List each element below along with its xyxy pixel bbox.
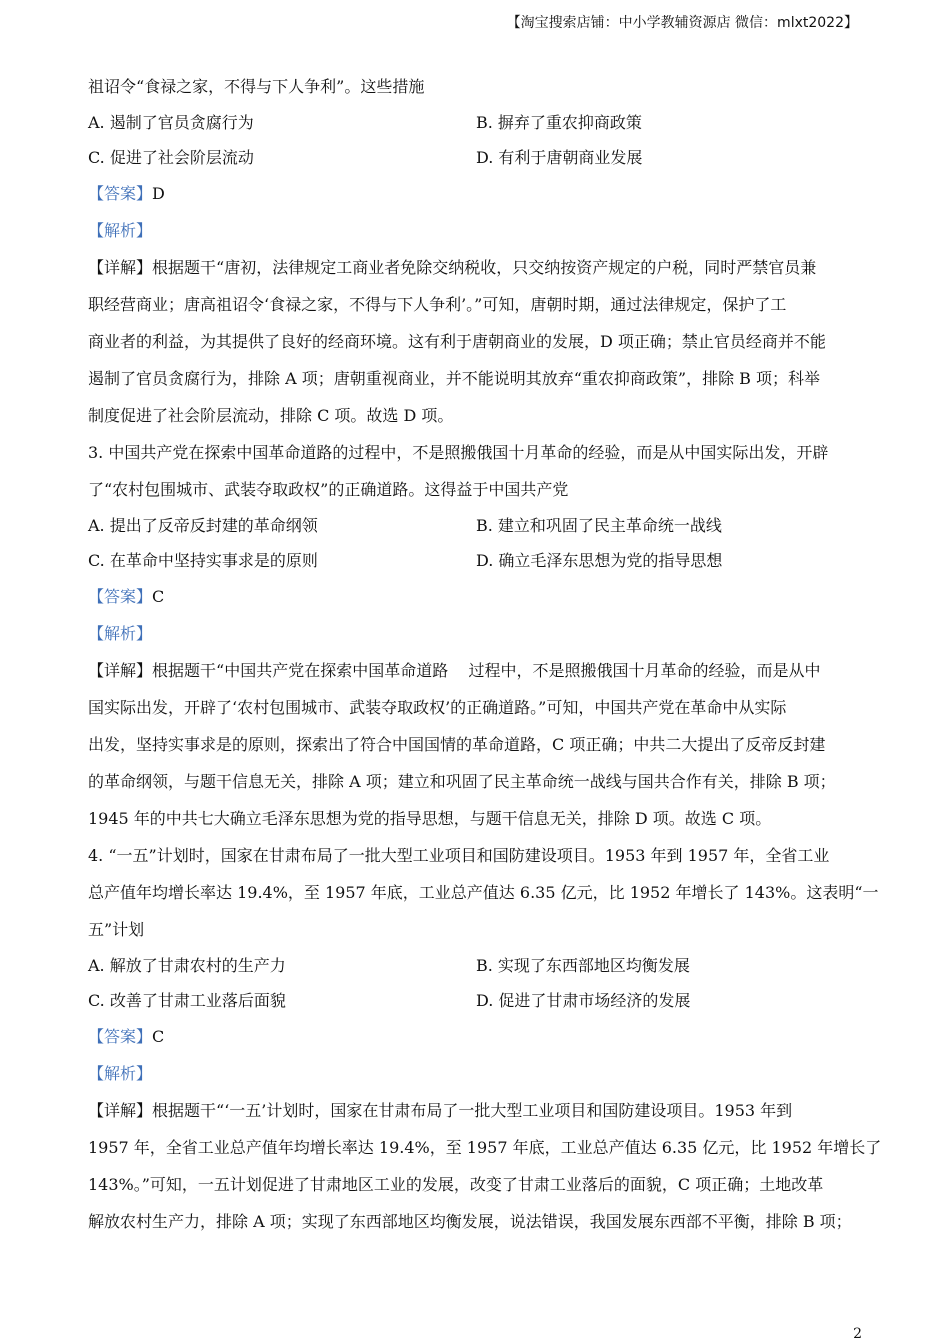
detail-text: 根据题干“唐初，法律规定工商业者免除交纳税收，只交纳按资产规定的户税，同时严禁官员兼 bbox=[152, 258, 817, 277]
answer-value: C bbox=[152, 1027, 165, 1046]
answer-value: D bbox=[152, 184, 165, 203]
answer-label: 【答案】 bbox=[88, 587, 153, 606]
q2-option-a: A. 遏制了官员贪腐行为 bbox=[88, 113, 254, 132]
analysis-label: 【解析】 bbox=[88, 624, 153, 643]
q3-option-b: B. 建立和巩固了民主革命统一战线 bbox=[476, 516, 722, 535]
q2-answer bbox=[88, 175, 868, 212]
analysis-label: 【解析】 bbox=[88, 1064, 153, 1083]
q3-detail-line: 1945 年的中共七大确立毛泽东思想为党的指导思想，与题干信息无关，排除 D 项。故选 C 项。 bbox=[88, 809, 772, 828]
q4-options-row bbox=[88, 983, 868, 1018]
q3-options-row bbox=[88, 508, 868, 543]
q2-stem-line: 祖诏令“食禄之家，不得与下人争利”。这些措施 bbox=[88, 77, 425, 96]
q4-detail-line: 解放农村生产力，排除 A 项；实现了东西部地区均衡发展，说法错误，我国发展东西部不平衡，排除 B 项； bbox=[88, 1212, 852, 1231]
q2-option-b: B. 摒弃了重农抑商政策 bbox=[476, 113, 642, 132]
q3-detail-line: 的革命纲领，与题干信息无关，排除 A 项；建立和巩固了民主革命统一战线与国共合作有关，排除 B 项； bbox=[88, 772, 836, 791]
q4-stem-line: 五”计划 bbox=[88, 920, 145, 939]
detail-label: 【详解】 bbox=[88, 1101, 153, 1120]
q2-option-c: C. 促进了社会阶层流动 bbox=[88, 148, 254, 167]
answer-value: C bbox=[152, 587, 165, 606]
q3-option-a: A. 提出了反帝反封建的革命纲领 bbox=[88, 516, 318, 535]
answer-label: 【答案】 bbox=[88, 184, 153, 203]
page-number: 2 bbox=[853, 1326, 862, 1342]
q2-option-d: D. 有利于唐朝商业发展 bbox=[476, 148, 643, 167]
q3-detail-line bbox=[88, 652, 868, 689]
detail-text: 根据题干“‘一五’计划时，国家在甘肃布局了一批大型工业项目和国防建设项目。1953 年到 bbox=[152, 1101, 793, 1120]
page-header: 【淘宝搜索店铺：中小学教辅资源店 微信：mlxt2022】 bbox=[506, 15, 858, 31]
q4-options-row bbox=[88, 948, 868, 983]
q4-stem-line: 总产值年均增长率达 19.4%，至 1957 年底，工业总产值达 6.35 亿元，比 1952 年增长了 143%。这表明“一 bbox=[88, 883, 879, 902]
q3-options-row bbox=[88, 543, 868, 578]
answer-label: 【答案】 bbox=[88, 1027, 153, 1046]
q3-option-d: D. 确立毛泽东思想为党的指导思想 bbox=[476, 551, 723, 570]
q2-options-row bbox=[88, 140, 868, 175]
q3-detail-line: 出发，坚持实事求是的原则，探索出了符合中国国情的革命道路，C 项正确；中共二大提出了反帝反封建 bbox=[88, 735, 826, 754]
q4-option-c: C. 改善了甘肃工业落后面貌 bbox=[88, 991, 286, 1010]
document-body bbox=[88, 68, 882, 1240]
q2-detail-line: 职经营商业；唐高祖诏令‘食禄之家，不得与下人争利’。”可知，唐朝时期，通过法律规定，保护了工 bbox=[88, 295, 787, 314]
q3-analysis bbox=[88, 615, 868, 652]
detail-label: 【详解】 bbox=[88, 258, 153, 277]
q4-option-d: D. 促进了甘肃市场经济的发展 bbox=[476, 991, 691, 1010]
q4-option-b: B. 实现了东西部地区均衡发展 bbox=[476, 956, 690, 975]
q4-detail-line bbox=[88, 1092, 868, 1129]
q2-detail-line: 商业者的利益，为其提供了良好的经商环境。这有利于唐朝商业的发展，D 项正确；禁止官员经商并不能 bbox=[88, 332, 826, 351]
q2-detail-line: 制度促进了社会阶层流动，排除 C 项。故选 D 项。 bbox=[88, 406, 454, 425]
q2-detail-line: 遏制了官员贪腐行为，排除 A 项；唐朝重视商业，并不能说明其放弃“重农抑商政策”，排除 B 项；科举 bbox=[88, 369, 821, 388]
q3-answer bbox=[88, 578, 868, 615]
q3-stem-line: 了“农村包围城市、武装夺取政权”的正确道路。这得益于中国共产党 bbox=[88, 480, 569, 499]
q3-stem-line: 3. 中国共产党在探索中国革命道路的过程中，不是照搬俄国十月革命的经验，而是从中国实际出发，开辟 bbox=[88, 443, 829, 462]
analysis-label: 【解析】 bbox=[88, 221, 153, 240]
q3-detail-line: 国实际出发，开辟了‘农村包围城市、武装夺取政权’的正确道路。”可知，中国共产党在革命中从实际 bbox=[88, 698, 787, 717]
q2-detail-line bbox=[88, 249, 868, 286]
q4-answer bbox=[88, 1018, 868, 1055]
detail-text: 根据题干“中国共产党在探索中国革命道路 过程中，不是照搬俄国十月革命的经验，而是从中 bbox=[152, 661, 821, 680]
q4-option-a: A. 解放了甘肃农村的生产力 bbox=[88, 956, 286, 975]
q2-analysis bbox=[88, 212, 868, 249]
q3-option-c: C. 在革命中坚持实事求是的原则 bbox=[88, 551, 318, 570]
q4-detail-line: 1957 年，全省工业总产值年均增长率达 19.4%，至 1957 年底，工业总产值达 6.35 亿元，比 1952 年增长了 bbox=[88, 1138, 882, 1157]
q4-detail-line: 143%。”可知，一五计划促进了甘肃地区工业的发展，改变了甘肃工业落后的面貌，C 项正确；土地改革 bbox=[88, 1175, 824, 1194]
q4-analysis bbox=[88, 1055, 868, 1092]
detail-label: 【详解】 bbox=[88, 661, 153, 680]
q2-options-row bbox=[88, 105, 868, 140]
q4-stem-line: 4. “一五”计划时，国家在甘肃布局了一批大型工业项目和国防建设项目。1953 年到 1957 年，全省工业 bbox=[88, 846, 830, 865]
